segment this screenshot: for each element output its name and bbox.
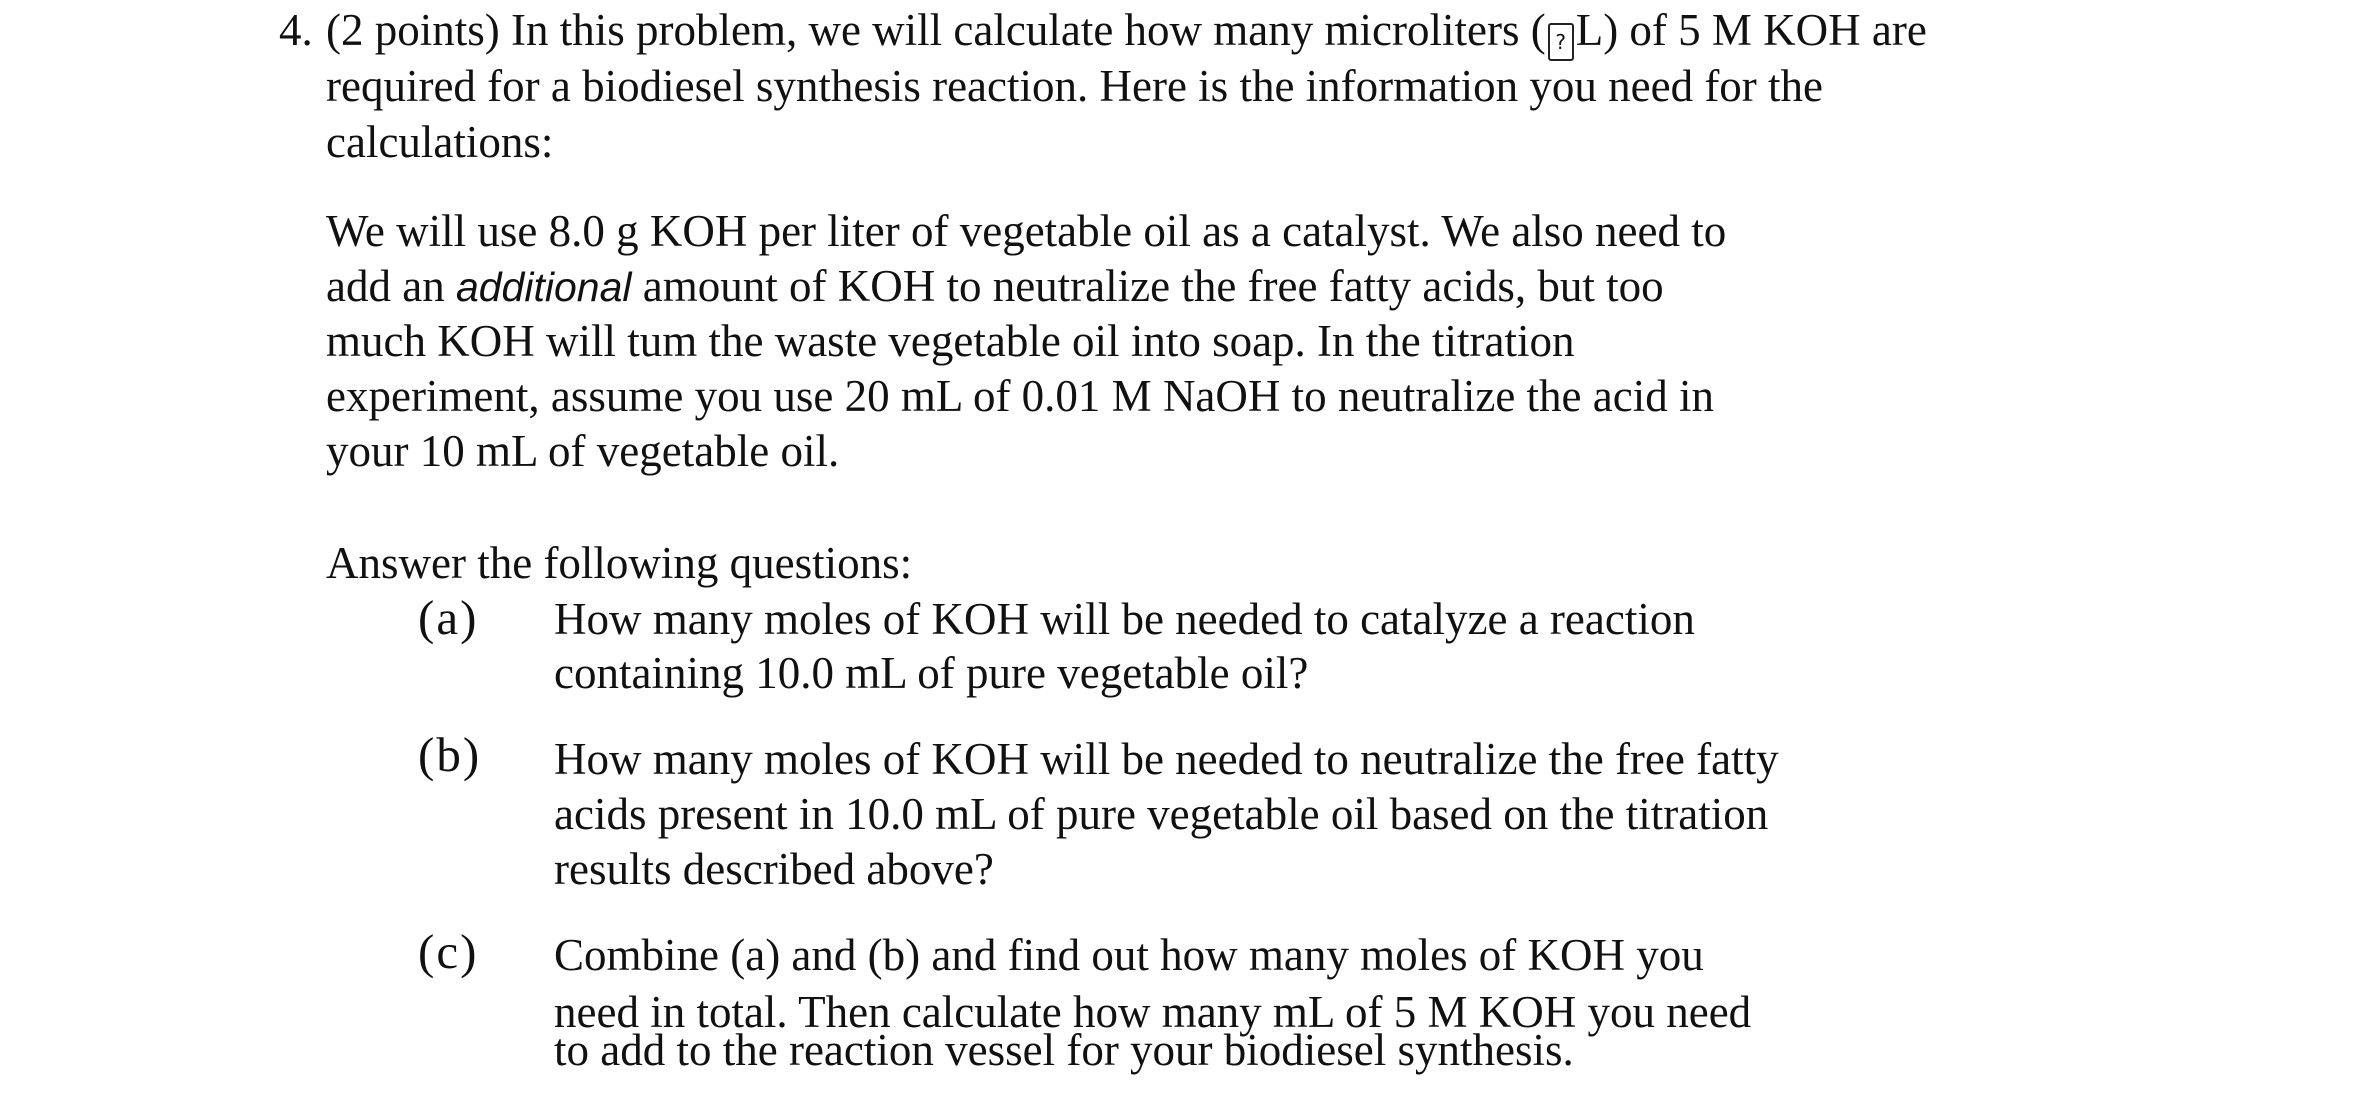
question-a-label: (a) <box>418 590 479 645</box>
question-b-label: (b) <box>418 727 482 782</box>
problem-intro-part-2: L) of 5 M KOH are <box>1575 5 1927 55</box>
info-line-1: We will use 8.0 g KOH per liter of vegetable oil as a catalyst. We also need to <box>326 206 1727 256</box>
question-b-line-1: How many moles of KOH will be needed to neutralize the free fatty <box>554 734 1779 784</box>
problem-number: 4. <box>279 5 313 55</box>
problem-intro-line-2: required for a biodiesel synthesis reaction. Here is the information you need for the <box>326 61 1824 111</box>
problem-intro-line-3: calculations: <box>326 117 554 167</box>
info-line-2 <box>326 260 1664 313</box>
question-b-line-2: acids present in 10.0 mL of pure vegetable oil based on the titration <box>554 789 1769 839</box>
problem-intro-part-1: (2 points) In this problem, we will calculate how many microliters ( <box>326 5 1546 55</box>
info-line-2-suffix: amount of KOH to neutralize the free fatty acids, but too <box>631 261 1664 311</box>
unknown-glyph-icon: ? <box>1548 23 1574 61</box>
info-line-4: experiment, assume you use 20 mL of 0.01 M NaOH to neutralize the acid in <box>326 371 1714 421</box>
questions-heading: Answer the following questions: <box>326 538 913 588</box>
question-a-line-1: How many moles of KOH will be needed to catalyze a reaction <box>554 594 1695 644</box>
question-c-line-3: to add to the reaction vessel for your biodiesel synthesis. <box>554 1025 1574 1075</box>
info-line-5: your 10 mL of vegetable oil. <box>326 426 840 476</box>
question-c-line-1: Combine (a) and (b) and find out how many moles of KOH you <box>554 930 1704 980</box>
question-b-line-3: results described above? <box>554 844 994 894</box>
info-line-3: much KOH will tum the waste vegetable oil into soap. In the titration <box>326 316 1575 366</box>
question-c-line-2: need in total. Then calculate how many mL of 5 M KOH you need <box>554 987 1752 1037</box>
info-line-2-prefix: add an <box>326 261 456 311</box>
question-c-label: (c) <box>418 924 479 979</box>
question-a-line-2: containing 10.0 mL of pure vegetable oil? <box>554 648 1309 698</box>
info-emphasis: additional <box>455 264 632 310</box>
problem-intro-line-1 <box>326 4 1927 61</box>
